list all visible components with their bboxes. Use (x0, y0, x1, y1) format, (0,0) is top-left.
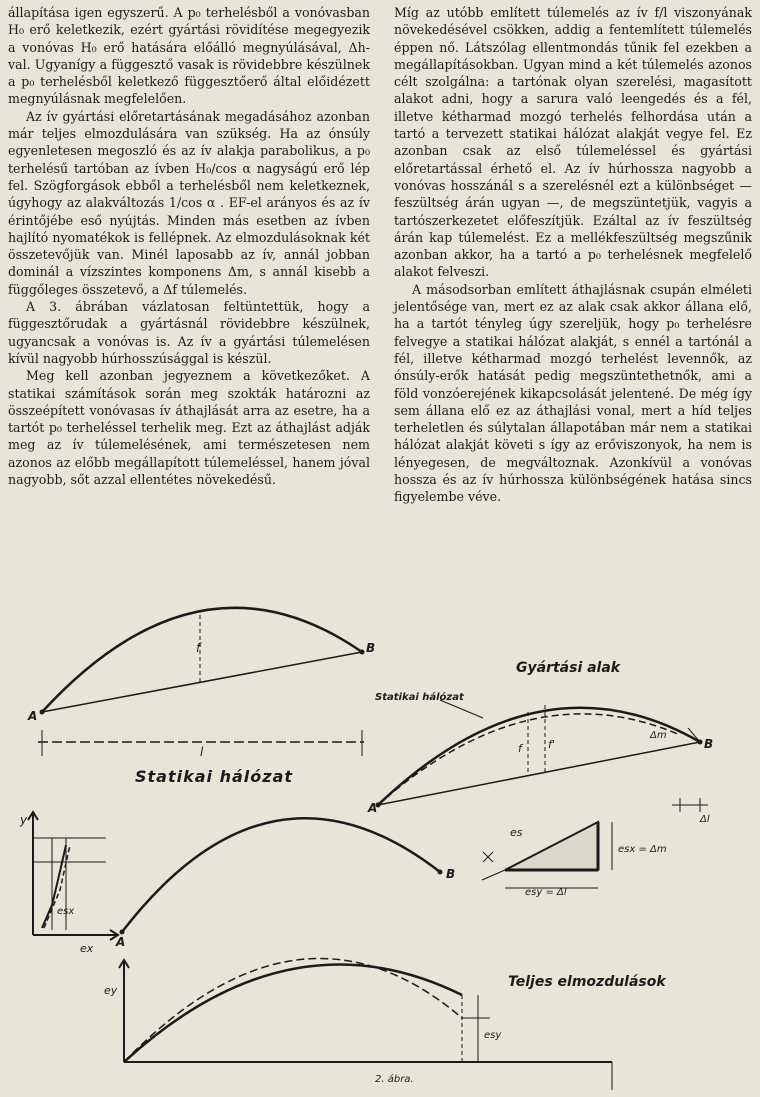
manufacturing-shape-title: Gyártási alak (516, 660, 621, 676)
support-point-B (438, 870, 443, 875)
left-text-column (8, 4, 370, 488)
label-A: A (116, 935, 126, 949)
static-arch (378, 714, 680, 805)
static-network-small-label: Statikai hálózat (375, 692, 464, 703)
label-B: B (446, 867, 456, 881)
label-A: A (368, 801, 378, 815)
paragraph: A 3. ábrában vázlatosan feltüntettük, hogy a függesztőrudak a gyártásnál rövidebbre készülnek, ugyancsak a vonóvas is. Az ív a gyártási túlemelésen kívül nagyobb húrhosszúsággal is készül. (8, 299, 370, 366)
label-ex: ex (80, 942, 94, 955)
label-A: A (28, 709, 38, 723)
arch-curve (42, 608, 362, 712)
total-displacements-title: Teljes elmozdulások (508, 974, 666, 990)
label-ey: ey (104, 984, 118, 997)
paragraph: Míg az utóbb említett túlemelés az ív f/l viszonyának növekedésével csökken, addig a fentemlített túlemelés éppen nő. Látszólag ellentmondás tűnik fel ezekben a megállapításokban. Ugyan mind a két túlemelés azonos célt szolgálna: a tartónak olyan szerelési, magasított alakot adni, hogy a sarura való leengedés és a fél, illetve kétharmad mozgó terhelés felhordása után a tartó a tervezett statikai hálózat alakját vegye fel. Ez azonban csak az első túlemeléssel és gyártási előretartással érhető el. Az ív húrhossza nagyobb a vonóvas hosszánál s a szerelésnél ezt a különbséget — feszültség árán ugyan —, de megszüntetjük, vagyis a tartószerkezetet előfeszítjük. Ezáltal az ív feszültség árán kap túlemelést. Ez a mellékfeszültség megszűnik azonban akkor, ha a tartó a p₀ terhelésnek megfelelő alakot felveszi. (394, 5, 752, 280)
label-B: B (704, 737, 714, 751)
support-point-A (120, 930, 125, 935)
arch-curve (122, 818, 440, 932)
label-f-prime: f' (548, 738, 555, 751)
paragraph: állapítása igen egyszerű. A p₀ terhelésből a vonóvasban H₀ erő keletkezik, ezért gyártási rövidítése megegyezik a vonóvas H₀ erő hatására előálló megnyúlásával, Δh-val. Ugyanígy a függesztő vasak is rövidebbre készülnek a p₀ terhelésből keletkező függesztőerő által előidézett megnyúlásnak megfelelően. (8, 5, 370, 107)
static-network-title: Statikai hálózat (135, 767, 294, 786)
label-delta-l: Δl (700, 814, 710, 825)
full-arch-diagram (122, 818, 440, 932)
paragraph: Meg kell azonban jegyeznem a következőket. A statikai számítások során meg szokták határozni az összeépített vonóvasas ív áthajlását arra az esetre, ha a tartót p₀ terheléssel terhelik meg. Ezt az áthajlást adják meg az ív túlemelésének, ami természetesen nem azonos az előbb megállapított túlemeléssel, hanem jóval nagyobb, sőt azzal ellentétes növekedésű. (8, 368, 370, 488)
chord-line (42, 652, 362, 712)
label-esx: esx (57, 906, 75, 917)
label-esx-eq: esx = Δm (618, 844, 667, 855)
label-f: f (518, 742, 522, 755)
support-point-B (360, 650, 365, 655)
label-f: f (196, 641, 201, 655)
label-l: l (200, 745, 204, 759)
label-y: y (20, 813, 28, 827)
right-text-column (394, 4, 752, 506)
paragraph: Az ív gyártási előretartásának megadásához azonban már teljes elmozdulására van szükség. Ha az ónsúly egyenletesen megoszló és az ív alakja parabolikus, a p₀ terhelésű tartóban az ívben H₀/cos α nagyságú erő lép fel. Szögforgások ebből a terhelésből nem keletkeznek, úgyhogy az alakváltozás 1/cos α . EF-el arányos és az ív érintőjébe eső nyújtás. Minden más esetben az ívben hajlító nyomatékok is fellépnek. Az elmozdulásoknak két összetevőjük van. Minél laposabb az ív, annál jobban dominál a vízszintes komponens Δm, s annál kisebb a függőleges összetevő, a Δf túlemelés. (8, 108, 370, 297)
manufacturing-arch (378, 708, 700, 805)
label-esy-eq: esy = Δl (525, 887, 567, 898)
figure-caption: 2. ábra. (375, 1074, 414, 1085)
paragraph: A másodsorban említett áthajlásnak csupán elméleti jelentősége van, mert ez az alak csak akkor állana elő, ha a tartót tényleg úgy szereljük, hogy p₀ terhelésre felvegye a statikai hálózat alakját, s ennél a tartónál a fél, illetve kétharmad mozgó terhelést levennők, az ónsúly-erők hatását pedig megszüntethetnők, ami a föld vonzóerejének kikapcsolását jelentené. De még így sem állana elő ez az áthajlási vonal, mert a híd teljes terheletlen és súlytalan állapotában már nem a statikai hálózat alakját követi s így az erőviszonyok, ha nem is lényegesen, de megváltoznak. Azonkívül a vonóvas hossza és az ív húrhossza különbségének hatása sincs figyelembe véve. (394, 281, 752, 505)
component-axes-diagram (28, 812, 118, 940)
figure-2-diagram (0, 600, 760, 1097)
static-network-diagram (38, 608, 364, 756)
manufacturing-shape-diagram (378, 700, 708, 888)
chord-line (378, 742, 700, 805)
label-delta-m: Δm (650, 730, 667, 741)
support-point-A (40, 710, 45, 715)
label-B: B (366, 641, 376, 655)
displacement-curve-solid (124, 965, 462, 1062)
support-point-B (698, 740, 703, 745)
label-esy: esy (484, 1030, 502, 1041)
label-es: es (510, 826, 523, 839)
